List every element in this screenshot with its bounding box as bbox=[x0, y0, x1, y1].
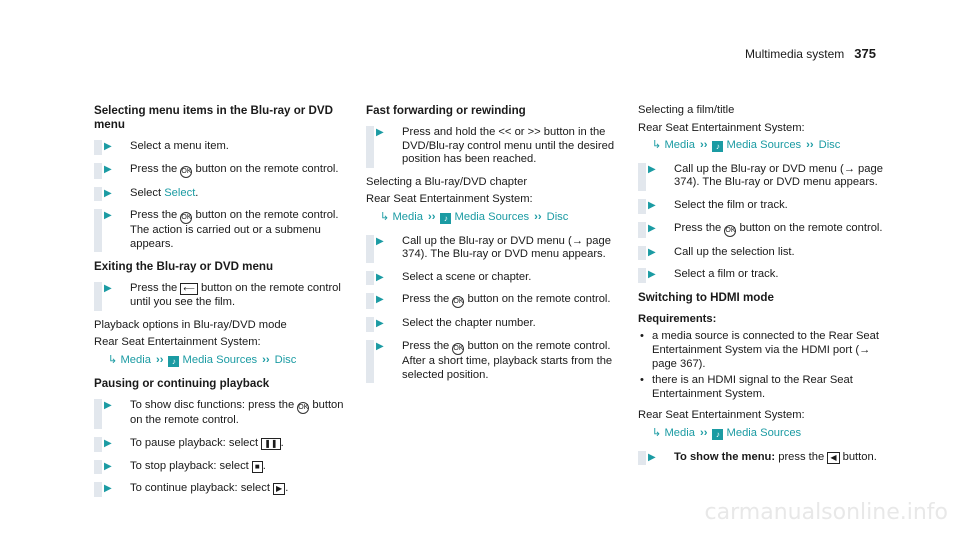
ok-button-icon: OK bbox=[452, 296, 464, 308]
path-media[interactable]: Media bbox=[664, 426, 695, 439]
step: ▶ Call up the Blu-ray or DVD menu (→ page 374). The Blu-ray or DVD menu appears. bbox=[366, 235, 626, 262]
column-2 bbox=[366, 104, 626, 391]
step-arrow-icon: ▶ bbox=[376, 294, 384, 306]
path-disc[interactable]: Disc bbox=[818, 139, 841, 152]
media-sources-icon: ♪ bbox=[712, 429, 723, 440]
step: ▶ Press the OK button on the remote control. The action is carried out or a submenu appears. bbox=[94, 209, 354, 251]
return-arrow-icon: ↳ bbox=[652, 426, 662, 439]
step-arrow-icon: ▶ bbox=[104, 400, 112, 412]
requirements-label: Requirements: bbox=[638, 312, 717, 325]
return-arrow-icon: ↳ bbox=[380, 210, 390, 223]
heading-exit-menu: Exiting the Blu-ray or DVD menu bbox=[94, 260, 274, 274]
path-media-sources[interactable]: Media Sources bbox=[454, 210, 530, 223]
step: ▶ To continue playback: select ▶ . bbox=[94, 482, 354, 496]
step-arrow-icon: ▶ bbox=[648, 222, 656, 234]
path-sep-icon: ›› bbox=[699, 426, 708, 439]
menu-path bbox=[638, 427, 898, 441]
list-item: • a media source is connected to the Rear Seat Entertainment System via the HDMI port (→ page 367). bbox=[640, 330, 879, 370]
step-arrow-icon: ▶ bbox=[104, 187, 112, 199]
step-arrow-icon: ▶ bbox=[104, 210, 112, 222]
step: ▶ Select a menu item. bbox=[94, 140, 354, 154]
rse-label: Rear Seat Entertainment System: bbox=[94, 336, 261, 349]
media-sources-icon: ♪ bbox=[440, 213, 451, 224]
page-header bbox=[745, 46, 876, 61]
ok-button-icon: OK bbox=[297, 402, 309, 414]
playback-options-text: Playback options in Blu-ray/DVD mode bbox=[94, 318, 287, 331]
select-chapter-text: Selecting a Blu-ray/DVD chapter bbox=[366, 175, 528, 188]
step: ▶ To show disc functions: press the OK button on the remote control. bbox=[94, 399, 354, 428]
step: ▶ Press the OK button on the remote control. bbox=[366, 293, 626, 308]
ok-button-icon: OK bbox=[180, 166, 192, 178]
path-media-sources[interactable]: Media Sources bbox=[182, 353, 258, 366]
path-disc[interactable]: Disc bbox=[546, 210, 569, 223]
path-media-sources[interactable]: Media Sources bbox=[726, 139, 802, 152]
heading-hdmi: Switching to HDMI mode bbox=[638, 290, 774, 304]
path-sep-icon: ›› bbox=[427, 210, 436, 223]
step-arrow-icon: ▶ bbox=[104, 163, 112, 175]
step: ▶ Select Select. bbox=[94, 187, 354, 201]
step: ▶ To pause playback: select ❚❚ . bbox=[94, 437, 354, 451]
step-arrow-icon: ▶ bbox=[104, 483, 112, 495]
path-sep-icon: ›› bbox=[534, 210, 542, 223]
ok-button-icon: OK bbox=[724, 225, 736, 237]
step-arrow-icon: ▶ bbox=[648, 246, 656, 258]
rse-label: Rear Seat Entertainment System: bbox=[366, 193, 533, 206]
step-arrow-icon: ▶ bbox=[104, 141, 112, 152]
step: ▶ Press the OK button on the remote control. After a short time, playback starts from the selected position. bbox=[366, 340, 626, 382]
step-arrow-icon: ▶ bbox=[376, 340, 384, 352]
select-film-text: Selecting a film/title bbox=[638, 104, 735, 116]
return-arrow-icon: ↳ bbox=[108, 353, 118, 366]
step-arrow-icon: ▶ bbox=[648, 163, 656, 175]
ok-button-icon: OK bbox=[180, 212, 192, 224]
step-arrow-icon: ▶ bbox=[376, 271, 384, 283]
step: ▶ To show the menu: press the ◀ button. bbox=[638, 451, 898, 465]
step: ▶ Press the ⟵ button on the remote control until you see the film. bbox=[94, 282, 354, 309]
step: ▶ Select the chapter number. bbox=[366, 317, 626, 331]
step-arrow-icon: ▶ bbox=[648, 451, 656, 463]
heading-pause: Pausing or continuing playback bbox=[94, 377, 270, 391]
step: ▶ Select a film or track. bbox=[638, 268, 898, 282]
path-media[interactable]: Media bbox=[392, 210, 423, 223]
step: ▶ Call up the selection list. bbox=[638, 246, 898, 260]
path-sep-icon: ›› bbox=[806, 139, 814, 152]
menu-path bbox=[366, 211, 626, 225]
watermark: carmanualsonline.info bbox=[704, 500, 948, 525]
left-button-icon: ◀ bbox=[827, 452, 839, 464]
step-arrow-icon: ▶ bbox=[104, 437, 112, 449]
select-link[interactable]: Select bbox=[164, 186, 196, 199]
step: ▶ Select a scene or chapter. bbox=[366, 271, 626, 285]
pause-icon: ❚❚ bbox=[261, 438, 280, 450]
media-sources-icon: ♪ bbox=[168, 356, 179, 367]
menu-path bbox=[638, 139, 898, 153]
step: ▶ To stop playback: select ■ . bbox=[94, 460, 354, 474]
path-sep-icon: ›› bbox=[699, 139, 708, 152]
return-arrow-icon: ↳ bbox=[652, 139, 662, 152]
ok-button-icon: OK bbox=[452, 343, 464, 355]
path-media-sources[interactable]: Media Sources bbox=[726, 426, 802, 439]
rse-label: Rear Seat Entertainment System: bbox=[638, 121, 805, 134]
step-arrow-icon: ▶ bbox=[648, 199, 656, 211]
step: ▶ Press the OK button on the remote control. bbox=[638, 222, 898, 237]
play-icon: ▶ bbox=[273, 483, 285, 495]
column-3 bbox=[638, 104, 898, 473]
step: ▶ Select the film or track. bbox=[638, 199, 898, 213]
path-sep-icon: ›› bbox=[155, 353, 164, 366]
step: ▶ Press the OK button on the remote control. bbox=[94, 163, 354, 178]
list-item: • there is an HDMI signal to the Rear Seat Entertainment System. bbox=[640, 374, 853, 400]
path-disc[interactable]: Disc bbox=[274, 353, 297, 366]
path-media[interactable]: Media bbox=[664, 139, 695, 152]
menu-path bbox=[94, 354, 354, 368]
step: ▶ Press and hold the << or >> button in the DVD/Blu-ray control menu until the desired position has been reached. bbox=[366, 126, 626, 167]
step-arrow-icon: ▶ bbox=[104, 460, 112, 472]
step-arrow-icon: ▶ bbox=[376, 235, 384, 247]
back-button-icon: ⟵ bbox=[180, 283, 197, 295]
step-arrow-icon: ▶ bbox=[648, 269, 656, 281]
column-1 bbox=[94, 104, 354, 505]
stop-icon: ■ bbox=[252, 461, 263, 473]
section-title: Multimedia system bbox=[744, 47, 845, 61]
path-media[interactable]: Media bbox=[120, 353, 151, 366]
heading-fast-forward: Fast forwarding or rewinding bbox=[366, 104, 526, 117]
rse-label: Rear Seat Entertainment System: bbox=[638, 409, 805, 422]
media-sources-icon: ♪ bbox=[712, 141, 723, 152]
step: ▶ Call up the Blu-ray or DVD menu (→ page 374). The Blu-ray or DVD menu appears. bbox=[638, 163, 898, 190]
step-arrow-icon: ▶ bbox=[376, 318, 384, 330]
step-arrow-icon: ▶ bbox=[376, 127, 384, 138]
step-arrow-icon: ▶ bbox=[104, 283, 112, 295]
heading-select-menu-items: Selecting menu items in the Blu-ray or DVD menu bbox=[94, 104, 334, 131]
page-number: 375 bbox=[854, 46, 876, 61]
path-sep-icon: ›› bbox=[262, 353, 270, 366]
